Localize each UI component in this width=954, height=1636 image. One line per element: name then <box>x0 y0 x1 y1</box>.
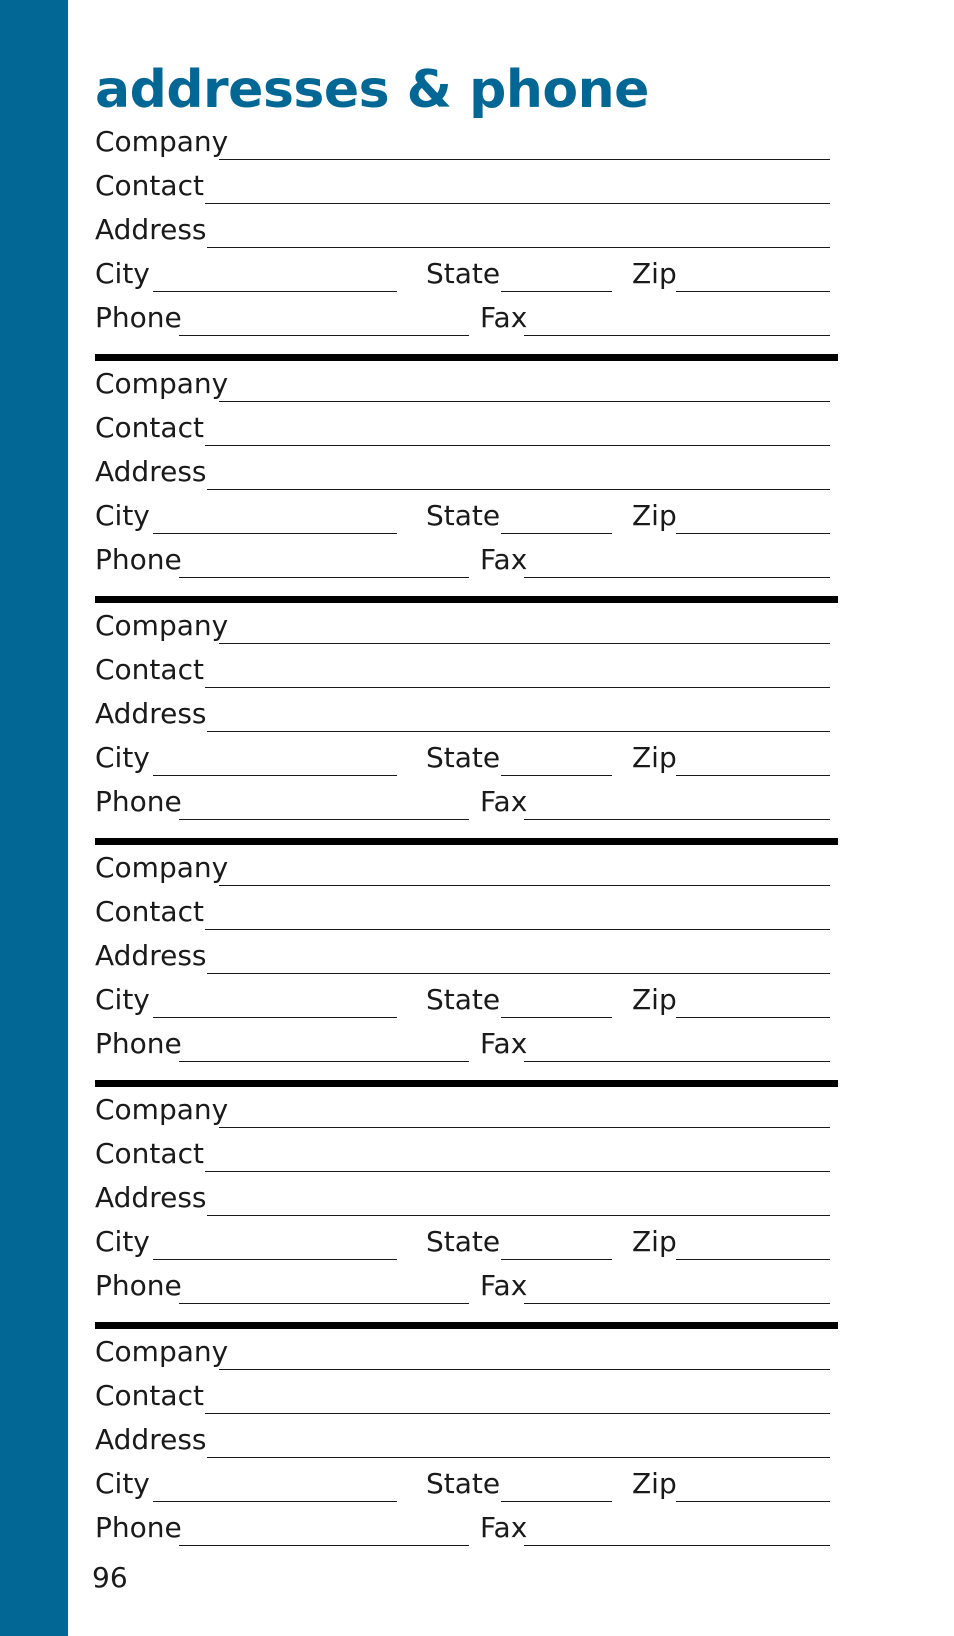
contact-line[interactable] <box>205 203 830 205</box>
address-row <box>95 1422 830 1462</box>
zip-label: Zip <box>632 983 677 1016</box>
company-line[interactable] <box>219 1127 830 1129</box>
contact-label: Contact <box>95 653 204 686</box>
state-label: State <box>426 1225 501 1258</box>
address-entry-2 <box>95 242 840 576</box>
zip-label: Zip <box>632 499 677 532</box>
fax-label: Fax <box>480 301 528 334</box>
address-label: Address <box>95 697 207 730</box>
city-label: City <box>95 983 150 1016</box>
state-label: State <box>426 257 501 290</box>
city-label: City <box>95 741 150 774</box>
address-label: Address <box>95 213 207 246</box>
state-label: State <box>426 499 501 532</box>
contact-field[interactable] <box>95 1136 830 1176</box>
fax-label: Fax <box>480 785 528 818</box>
contact-line[interactable] <box>205 929 830 931</box>
contact-field[interactable] <box>95 410 830 450</box>
company-field[interactable] <box>95 366 830 406</box>
contact-label: Contact <box>95 1379 204 1412</box>
fax-label: Fax <box>480 1269 528 1302</box>
address-label: Address <box>95 1423 207 1456</box>
state-line[interactable] <box>501 1501 612 1503</box>
zip-label: Zip <box>632 1225 677 1258</box>
address-entry-5 <box>95 968 840 1302</box>
contact-row <box>95 894 830 934</box>
company-row <box>95 1092 830 1132</box>
company-row <box>95 850 830 890</box>
contact-row <box>95 168 830 208</box>
zip-label: Zip <box>632 741 677 774</box>
address-entry-1 <box>95 0 840 334</box>
phone-field[interactable] <box>95 1510 469 1550</box>
contact-field[interactable] <box>95 1378 830 1418</box>
zip-label: Zip <box>632 1467 677 1500</box>
contact-line[interactable] <box>205 1171 830 1173</box>
state-label: State <box>426 1467 501 1500</box>
phone-label: Phone <box>95 301 182 334</box>
contact-line[interactable] <box>205 1413 830 1415</box>
contact-line[interactable] <box>205 687 830 689</box>
phone-fax-row <box>95 1510 830 1550</box>
contact-row <box>95 410 830 450</box>
state-label: State <box>426 983 501 1016</box>
city-label: City <box>95 257 150 290</box>
company-line[interactable] <box>219 885 830 887</box>
fax-field[interactable] <box>480 1510 830 1550</box>
fax-line[interactable] <box>524 1545 830 1547</box>
company-label: Company <box>95 851 229 884</box>
contact-row <box>95 652 830 692</box>
phone-label: Phone <box>95 785 182 818</box>
contact-label: Contact <box>95 411 204 444</box>
address-label: Address <box>95 1181 207 1214</box>
address-entry-3 <box>95 484 840 818</box>
zip-line[interactable] <box>676 1501 830 1503</box>
contact-label: Contact <box>95 895 204 928</box>
company-field[interactable] <box>95 608 830 648</box>
phone-label: Phone <box>95 543 182 576</box>
contact-field[interactable] <box>95 652 830 692</box>
city-label: City <box>95 1467 150 1500</box>
contact-label: Contact <box>95 1137 204 1170</box>
address-line[interactable] <box>207 1457 830 1459</box>
contact-row <box>95 1136 830 1176</box>
contact-row <box>95 1378 830 1418</box>
company-label: Company <box>95 609 229 642</box>
company-row <box>95 608 830 648</box>
phone-label: Phone <box>95 1511 182 1544</box>
company-row <box>95 366 830 406</box>
company-line[interactable] <box>219 401 830 403</box>
company-field[interactable] <box>95 1334 830 1374</box>
contact-field[interactable] <box>95 168 830 208</box>
company-line[interactable] <box>219 643 830 645</box>
city-state-zip-row <box>95 1466 830 1506</box>
company-label: Company <box>95 367 229 400</box>
phone-line[interactable] <box>179 1545 469 1547</box>
city-field[interactable] <box>95 1466 397 1506</box>
side-color-bar <box>0 0 68 1636</box>
company-line[interactable] <box>219 1369 830 1371</box>
page-title: addresses & phone <box>95 60 649 120</box>
phone-label: Phone <box>95 1269 182 1302</box>
fax-label: Fax <box>480 1511 528 1544</box>
address-entry-6 <box>95 1210 840 1544</box>
company-label: Company <box>95 1093 229 1126</box>
company-field[interactable] <box>95 124 830 164</box>
fax-label: Fax <box>480 1027 528 1060</box>
address-label: Address <box>95 455 207 488</box>
city-label: City <box>95 499 150 532</box>
contact-field[interactable] <box>95 894 830 934</box>
address-entry-4 <box>95 726 840 1060</box>
state-field[interactable] <box>426 1466 612 1506</box>
contact-line[interactable] <box>205 445 830 447</box>
address-field[interactable] <box>95 1422 830 1462</box>
state-label: State <box>426 741 501 774</box>
company-field[interactable] <box>95 850 830 890</box>
address-label: Address <box>95 939 207 972</box>
city-label: City <box>95 1225 150 1258</box>
page-number: 96 <box>92 1561 128 1594</box>
phone-label: Phone <box>95 1027 182 1060</box>
company-field[interactable] <box>95 1092 830 1132</box>
company-label: Company <box>95 1335 229 1368</box>
company-row <box>95 1334 830 1374</box>
fax-label: Fax <box>480 543 528 576</box>
zip-field[interactable] <box>632 1466 830 1506</box>
contact-label: Contact <box>95 169 204 202</box>
city-line[interactable] <box>153 1501 397 1503</box>
company-line[interactable] <box>219 159 830 161</box>
zip-label: Zip <box>632 257 677 290</box>
company-label: Company <box>95 125 229 158</box>
company-row <box>95 124 830 164</box>
